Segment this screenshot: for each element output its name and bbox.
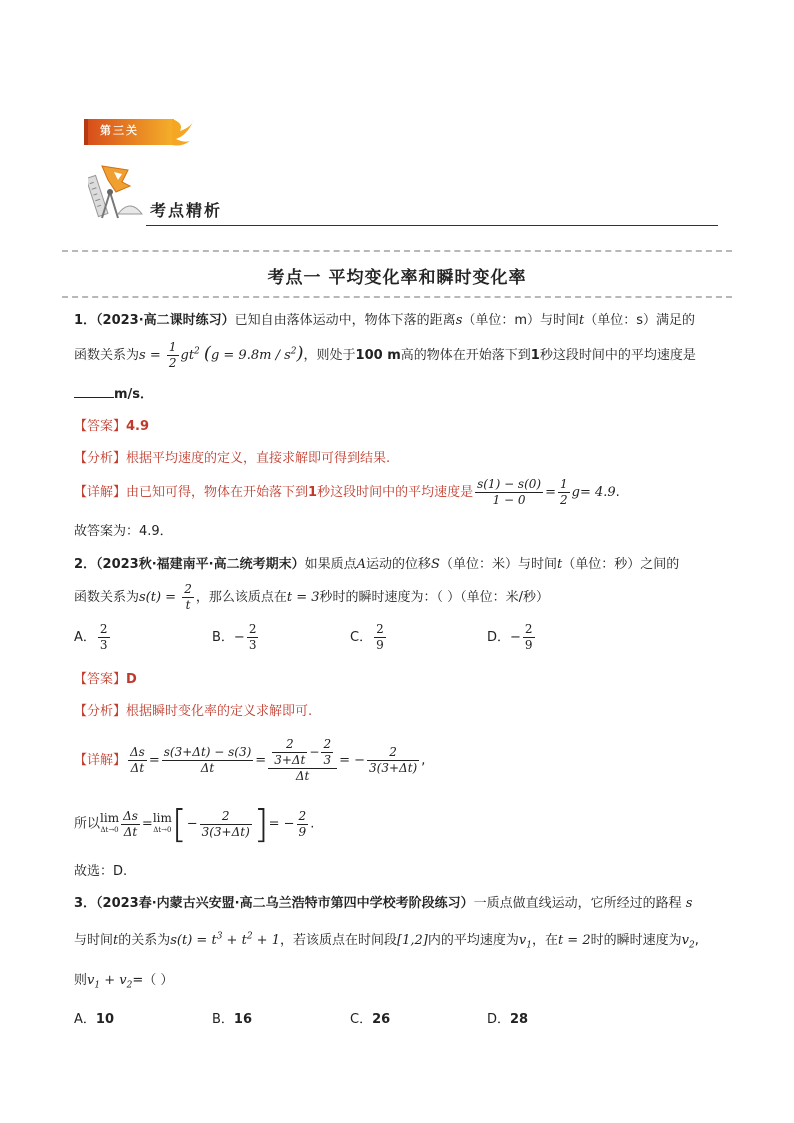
q3-option-c-label: C． (350, 1012, 373, 1027)
q1-text: 已知自由落体运动中，物体下落的距离 (234, 313, 456, 328)
q1-detail-one: 1 (308, 485, 318, 500)
q3-text2b: 的关系为 (118, 933, 171, 948)
q2-option-b-den: 3 (248, 638, 257, 652)
q2-option-a[interactable] (74, 622, 112, 653)
q3-text1: 一质点做直线运动，它所经过的路程 (473, 896, 682, 911)
q2-option-a-num: 2 (99, 622, 108, 636)
q3-option-c[interactable] (350, 1008, 390, 1027)
divider-top (62, 250, 732, 252)
q1-conclusion: 故答案为：4.9． (74, 524, 173, 539)
q2-analysis-text: 根据瞬时变化率的定义求解即可. (126, 704, 313, 719)
q1-answer-tag: 【答案】 (74, 419, 127, 434)
section-title: 考点精析 (150, 201, 223, 220)
topic-title: 考点一 平均变化率和瞬时变化率 (267, 268, 527, 288)
q2-text1c: （单位：米）与时间 (439, 557, 557, 572)
q3-text3a: 则 (74, 973, 88, 988)
q3-option-a-label: A． (74, 1012, 96, 1027)
q2-text2c: 秒时的瞬时速度为：（ ）（单位：米/秒） (319, 590, 550, 605)
q3-text2a: 与时间 (74, 933, 114, 948)
q1-answer (74, 415, 149, 434)
q3-text2f: 时的瞬时速度为 (590, 933, 682, 948)
q2-option-b-label: B． (212, 630, 234, 645)
q3-option-d-label: D． (487, 1012, 511, 1027)
q3-option-a-value: 10 (95, 1012, 114, 1027)
q1-height: 100 m (355, 348, 401, 363)
q1-number: 1． (74, 313, 97, 328)
q2-option-a-den: 3 (99, 638, 108, 652)
q3-text2c: ，若该质点在时间段 (279, 933, 397, 948)
q2-line2: 函数关系为s(t) = $\frac{2}{t}$ ，那么该质点在t = 3秒时的瞬时速度为：（ ）（单位：米/秒） (74, 582, 550, 612)
q1-text2b: ，则处于 (303, 348, 356, 363)
q3-option-b-label: B． (212, 1012, 234, 1027)
q1-detail-fraction: $\frac{s(1) - s(0)}{1 - 0}$ (477, 477, 542, 507)
q3-option-b[interactable] (212, 1008, 252, 1027)
q1-detail-tag: 【详解】 (74, 485, 127, 500)
q2-text1d: （单位：秒）之间的 (562, 557, 680, 572)
q2-option-d-den: 9 (524, 638, 533, 652)
banner-label: 第三关 (100, 124, 139, 137)
q2-answer-tag: 【答案】 (74, 672, 127, 687)
q1-detail-a: 由已知可得，物体在开始落下到 (126, 485, 309, 500)
q2-option-d[interactable] (487, 622, 537, 653)
q1-answer-blank[interactable] (74, 385, 114, 398)
q3-line2: 与时间t的关系为$s(t) = t^3 + t^2 + 1$，若该质点在时间段[1,2]内的平均速度为$v_1$，在t = 2时的瞬时速度为$v_2$, (74, 931, 699, 951)
q3-text3b: =（ ） (132, 973, 174, 988)
q3-option-d-value: 28 (510, 1012, 529, 1027)
q1-source: （2023·高二课时练习） (96, 313, 235, 328)
q1-unit-t: （单位：s）满足的 (584, 313, 696, 328)
q3-line1: 3．（2023春·内蒙古兴安盟·高二乌兰浩特市第四中学校考阶段练习）一质点做直线运动，它所经过的路程 s (74, 896, 693, 911)
q3-source: （2023春·内蒙古兴安盟·高二乌兰浩特市第四中学校考阶段练习） (96, 896, 474, 911)
q2-source: （2023秋·福建南平·高二统考期末） (96, 557, 305, 572)
q2-option-d-num: 2 (524, 622, 533, 636)
q2-answer (74, 668, 137, 687)
q3-number: 3． (74, 896, 97, 911)
q2-line1: 2．（2023秋·福建南平·高二统考期末）如果质点A运动的位移S（单位：米）与时间t（单位：秒）之间的 (74, 557, 680, 572)
q1-unit-end: m/s． (114, 387, 154, 402)
q2-option-d-sign: − (510, 630, 521, 645)
q2-detail-tag: 【详解】 (74, 753, 127, 768)
q2-option-d-label: D． (487, 630, 511, 645)
q2-option-c[interactable] (350, 622, 388, 653)
q1-one: 1 (530, 348, 540, 363)
q1-analysis-text: 根据平均速度的定义，直接求解即可得到结果. (126, 451, 391, 466)
q1-unit-s: （单位：m）与时间 (462, 313, 580, 328)
q1-text2d: 秒这段时间中的平均速度是 (539, 348, 696, 363)
q2-option-c-num: 2 (376, 622, 384, 636)
q3-option-c-value: 26 (372, 1012, 391, 1027)
ruler-compass-icon (88, 162, 146, 224)
q2-limit: 所以 lim Δt→0 $\frac{\Delta s}{\Delta t}$ = lim Δt→0 [− $\frac{2}{3(3+\Delta t)}$ ]= − $\frac{2}{9}$ . (74, 802, 315, 846)
q3-text2e: ，在 (531, 933, 558, 948)
q2-conclusion: 故选：D. (74, 864, 128, 879)
q2-analysis (74, 700, 312, 719)
q2-option-c-den: 9 (376, 638, 384, 652)
q3-interval: [1,2] (397, 933, 428, 948)
q2-option-b-sign: − (233, 630, 245, 645)
q1-text2a: 函数关系为 (74, 348, 140, 363)
q2-option-b-num: 2 (248, 622, 257, 636)
q1-answer-value: 4.9 (126, 419, 150, 434)
q3-line3: 则$v_1 + v_2=$（ ） (74, 973, 174, 991)
q1-detail-b: 秒这段时间中的平均速度是 (317, 485, 474, 500)
q3-option-d[interactable] (487, 1008, 528, 1027)
q1-line1: 1．（2023·高二课时练习）已知自由落体运动中，物体下落的距离s（单位：m）与时间t（单位：s）满足的 (74, 313, 696, 328)
q1-detail-result: = 4.9 (579, 485, 616, 500)
q3-text2d: 内的平均速度为 (427, 933, 519, 948)
q2-so: 所以 (74, 816, 101, 832)
q2-option-b[interactable] (212, 622, 260, 653)
q1-line3 (74, 383, 153, 402)
q2-answer-value: D (126, 672, 137, 687)
q1-detail: 【详解】由已知可得，物体在开始落下到1秒这段时间中的平均速度是 $\frac{s(1) - s(0)}{1 - 0}$ = $\frac{1}{2}$ g= 4.9. (74, 477, 620, 507)
q2-text1b: 运动的位移 (366, 557, 432, 572)
q2-number: 2． (74, 557, 97, 572)
q1-line2 (74, 340, 696, 371)
q1-analysis (74, 447, 390, 466)
q2-option-c-label: C． (350, 630, 373, 645)
q1-formula: s = $\frac{1}{2}$ $gt^2$ $(g = 9.8m / s^2)$ (139, 340, 304, 370)
q2-analysis-tag: 【分析】 (74, 704, 127, 719)
q2-text2b: ，那么该质点在 (195, 590, 287, 605)
divider-bottom (62, 296, 732, 298)
q2-detail: 【详解】 $\frac{\Delta s}{\Delta t}$ = $\frac{s(3+\Delta t) - s(3)}{\Delta t}$ = $\frac{2}{3+\Delta t}$ − $\frac{2}{3}$ Δt = − $\frac{2}{3(3+\Delta t)}$ , (74, 737, 426, 783)
q2-option-a-label: A． (74, 630, 96, 645)
q2-text2a: 函数关系为 (74, 590, 140, 605)
q1-analysis-tag: 【分析】 (74, 451, 127, 466)
q3-option-a[interactable] (74, 1008, 114, 1027)
section-underline (146, 225, 718, 226)
q1-text2c: 高的物体在开始落下到 (400, 348, 531, 363)
q2-text1a: 如果质点 (304, 557, 357, 572)
q3-option-b-value: 16 (233, 1012, 253, 1027)
